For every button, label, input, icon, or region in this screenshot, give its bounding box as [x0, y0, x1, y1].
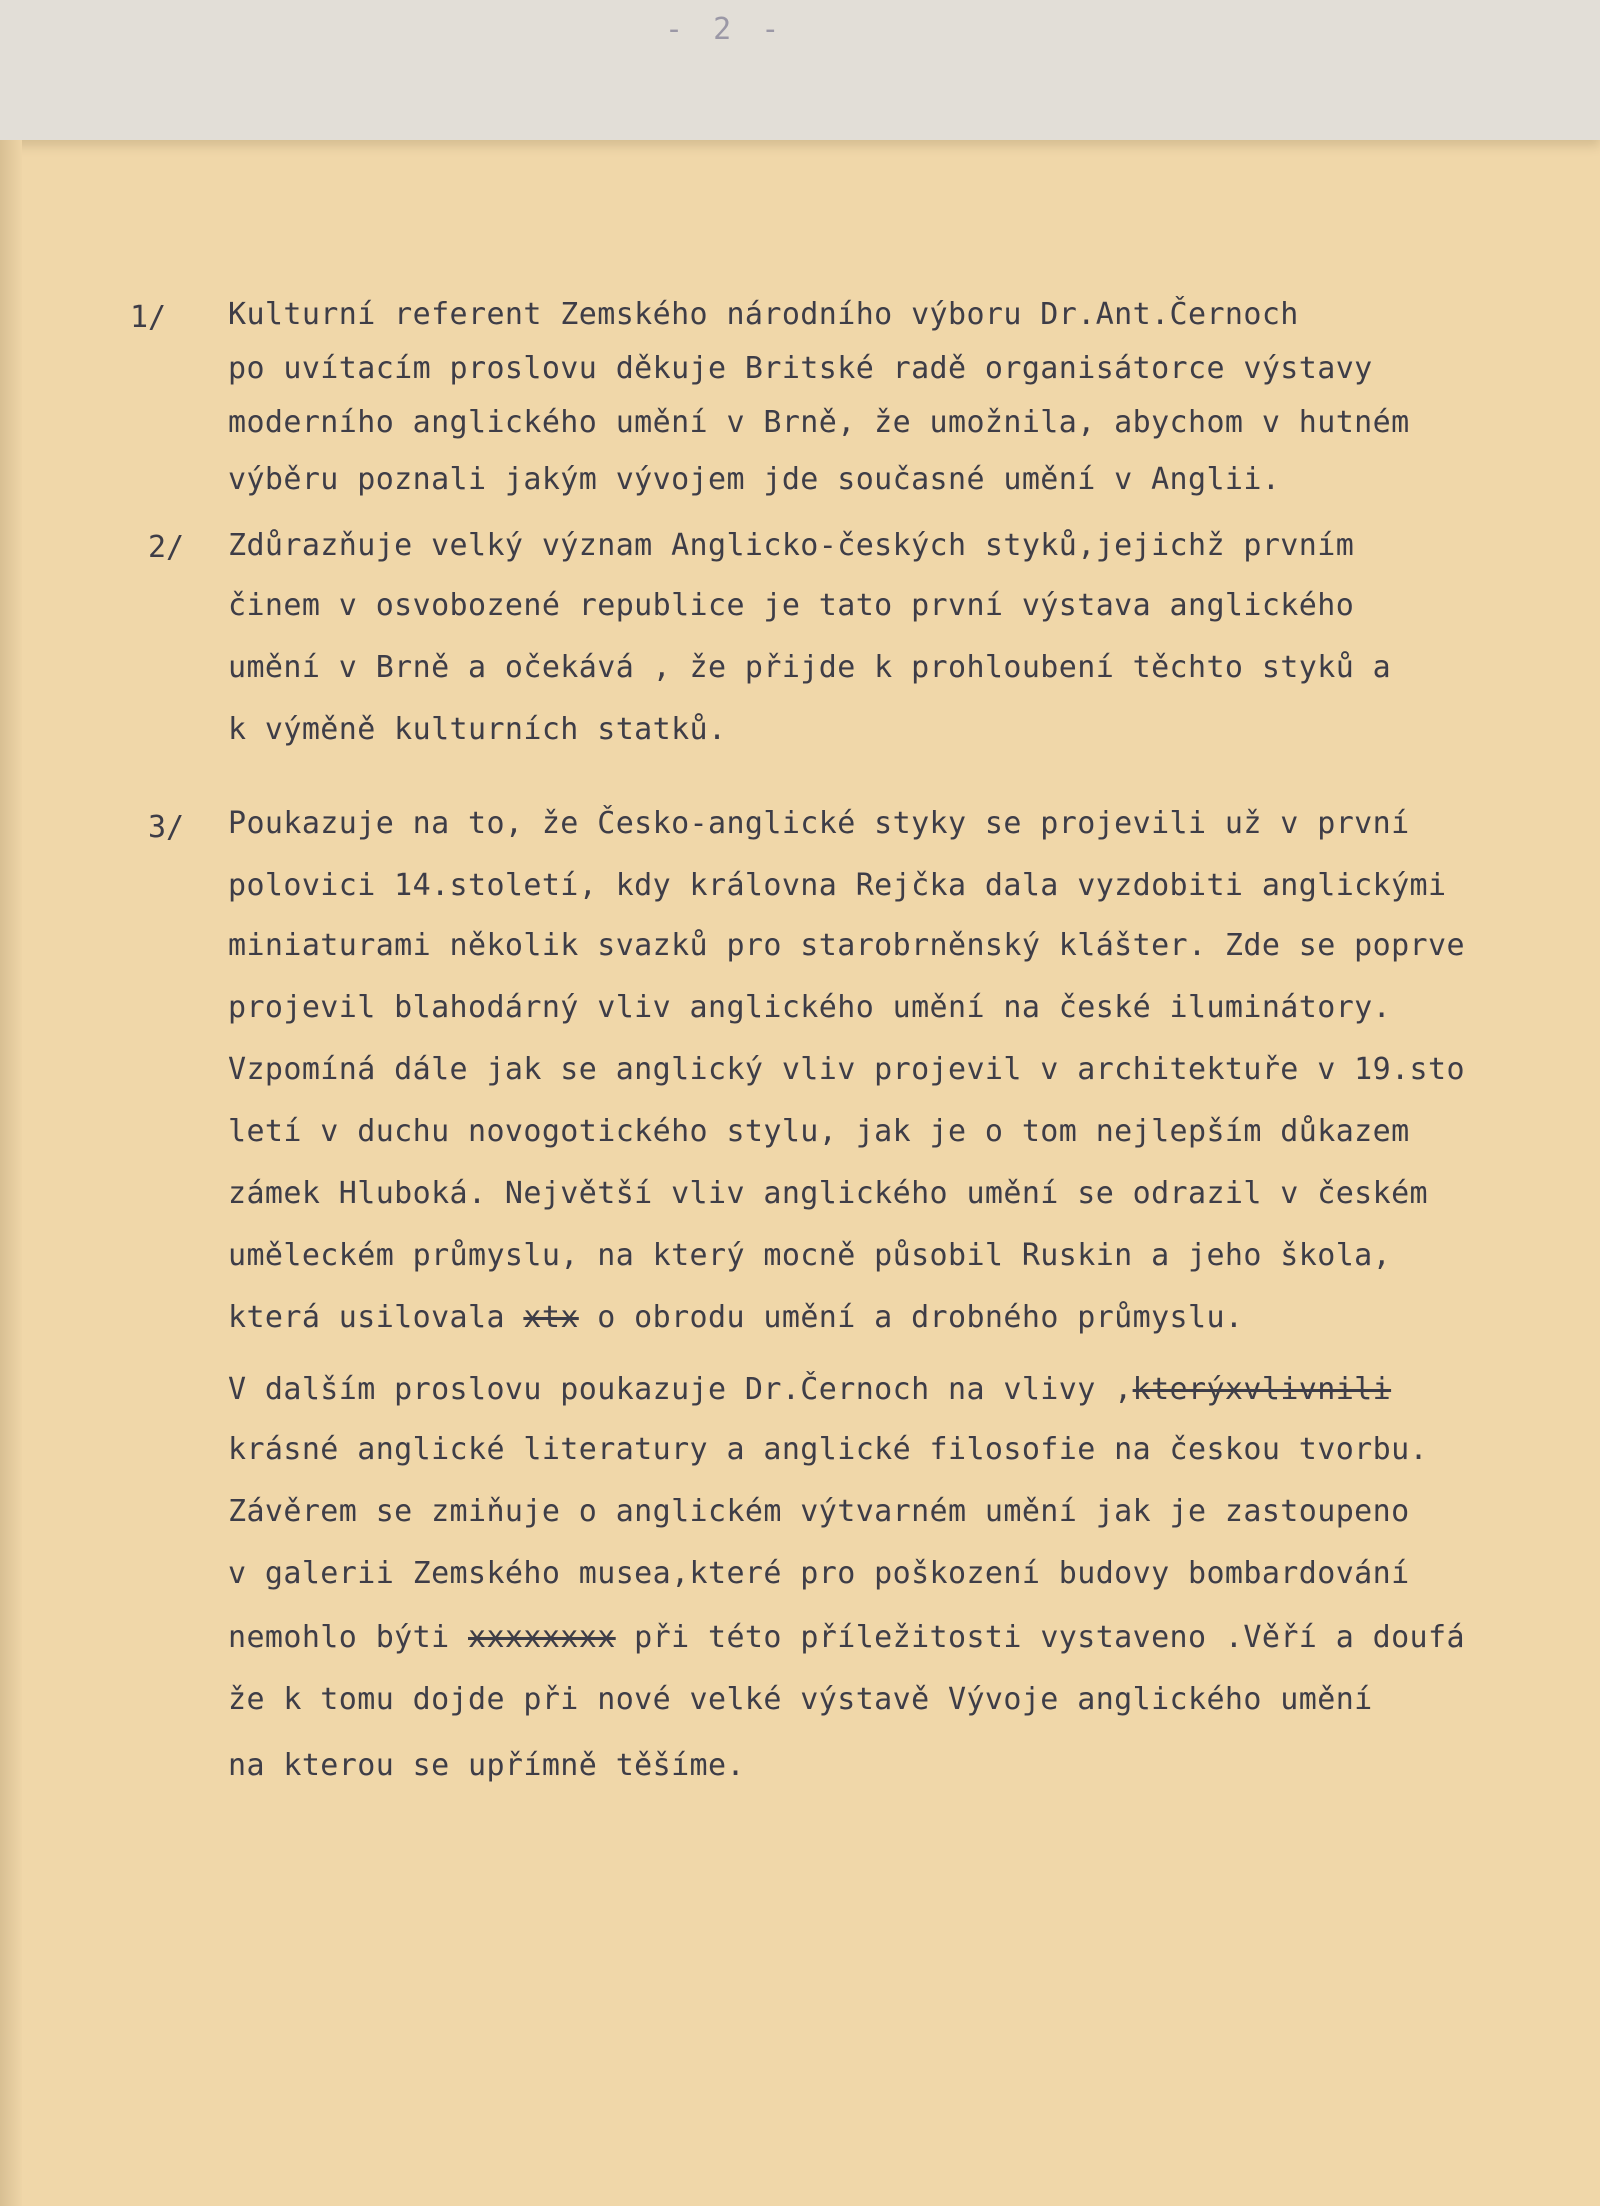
paragraph-1-line-1: Kulturní referent Zemského národního výboru Dr.Ant.Černoch: [228, 297, 1299, 332]
struck-out-text: xtx: [523, 1300, 579, 1335]
line-9-text-before: která usilovala: [228, 1300, 524, 1335]
paragraph-3-line-14: [228, 1620, 1465, 1656]
struck-out-text: kterýxvlivnili: [1132, 1372, 1392, 1407]
paragraph-3-line-10: [228, 1372, 1391, 1408]
paragraph-3-number: 3/: [148, 810, 185, 845]
paragraph-3-line-6: letí v duchu novogotického stylu, jak je o tom nejlepším důkazem: [228, 1114, 1410, 1149]
paragraph-3-line-11: krásné anglické literatury a anglické filosofie na českou tvorbu.: [228, 1432, 1428, 1467]
paragraph-2-line-2: činem v osvobozené republice je tato první výstava anglického: [228, 588, 1355, 623]
paragraph-3-line-8: uměleckém průmyslu, na který mocně působil Ruskin a jeho škola,: [228, 1238, 1392, 1273]
paragraph-2-line-4: k výměně kulturních statků.: [228, 712, 727, 747]
paragraph-3-line-3: miniaturami několik svazků pro starobrněnský klášter. Zde se poprve: [228, 928, 1465, 963]
paragraph-3-line-2: polovici 14.století, kdy královna Rejčka dala vyzdobiti anglickými: [228, 868, 1447, 903]
line-10-text-before: V dalším proslovu poukazuje Dr.Černoch na vlivy ,: [228, 1372, 1133, 1407]
paragraph-3-line-9: [228, 1300, 1243, 1336]
paragraph-1-line-3: moderního anglického umění v Brně, že umožnila, abychom v hutném: [228, 405, 1410, 440]
paragraph-3-line-1: Poukazuje na to, že Česko-anglické styky se projevili už v první: [228, 806, 1410, 841]
paragraph-1-line-4: výběru poznali jakým vývojem jde současné umění v Anglii.: [228, 462, 1281, 497]
paragraph-1-number: 1/: [130, 300, 167, 335]
paragraph-3-line-4: projevil blahodárný vliv anglického umění na české iluminátory.: [228, 990, 1392, 1025]
line-9-text-after: o obrodu umění a drobného průmyslu.: [578, 1300, 1244, 1335]
struck-out-text: xxxxxxxx: [468, 1620, 616, 1655]
paragraph-3-line-7: zámek Hluboká. Největší vliv anglického umění se odrazil v českém: [228, 1176, 1428, 1211]
paragraph-3-line-13: v galerii Zemského musea,které pro poškození budovy bombardování: [228, 1556, 1410, 1591]
page-number: - 2 -: [665, 12, 786, 47]
paragraph-2-number: 2/: [148, 530, 185, 565]
paragraph-3-line-15: že k tomu dojde při nové velké výstavě Vývoje anglického umění: [228, 1682, 1373, 1717]
top-paper-strip: [0, 0, 1600, 140]
paragraph-2-line-1: Zdůrazňuje velký význam Anglicko-českých styků,jejichž prvním: [228, 528, 1355, 563]
paragraph-3-line-5: Vzpomíná dále jak se anglický vliv projevil v architektuře v 19.sto: [228, 1052, 1465, 1087]
paragraph-3-line-16: na kterou se upřímně těšíme.: [228, 1748, 745, 1783]
line-14-text-before: nemohlo býti: [228, 1620, 468, 1655]
line-14-text-after: při této příležitosti vystaveno .Věří a doufá: [615, 1620, 1465, 1655]
paper-left-edge: [0, 140, 22, 2206]
paragraph-2-line-3: umění v Brně a očekává , že přijde k prohloubení těchto styků a: [228, 650, 1392, 685]
paragraph-1-line-2: po uvítacím proslovu děkuje Britské radě organisátorce výstavy: [228, 351, 1373, 386]
paragraph-3-line-12: Závěrem se zmiňuje o anglickém výtvarném umění jak je zastoupeno: [228, 1494, 1410, 1529]
